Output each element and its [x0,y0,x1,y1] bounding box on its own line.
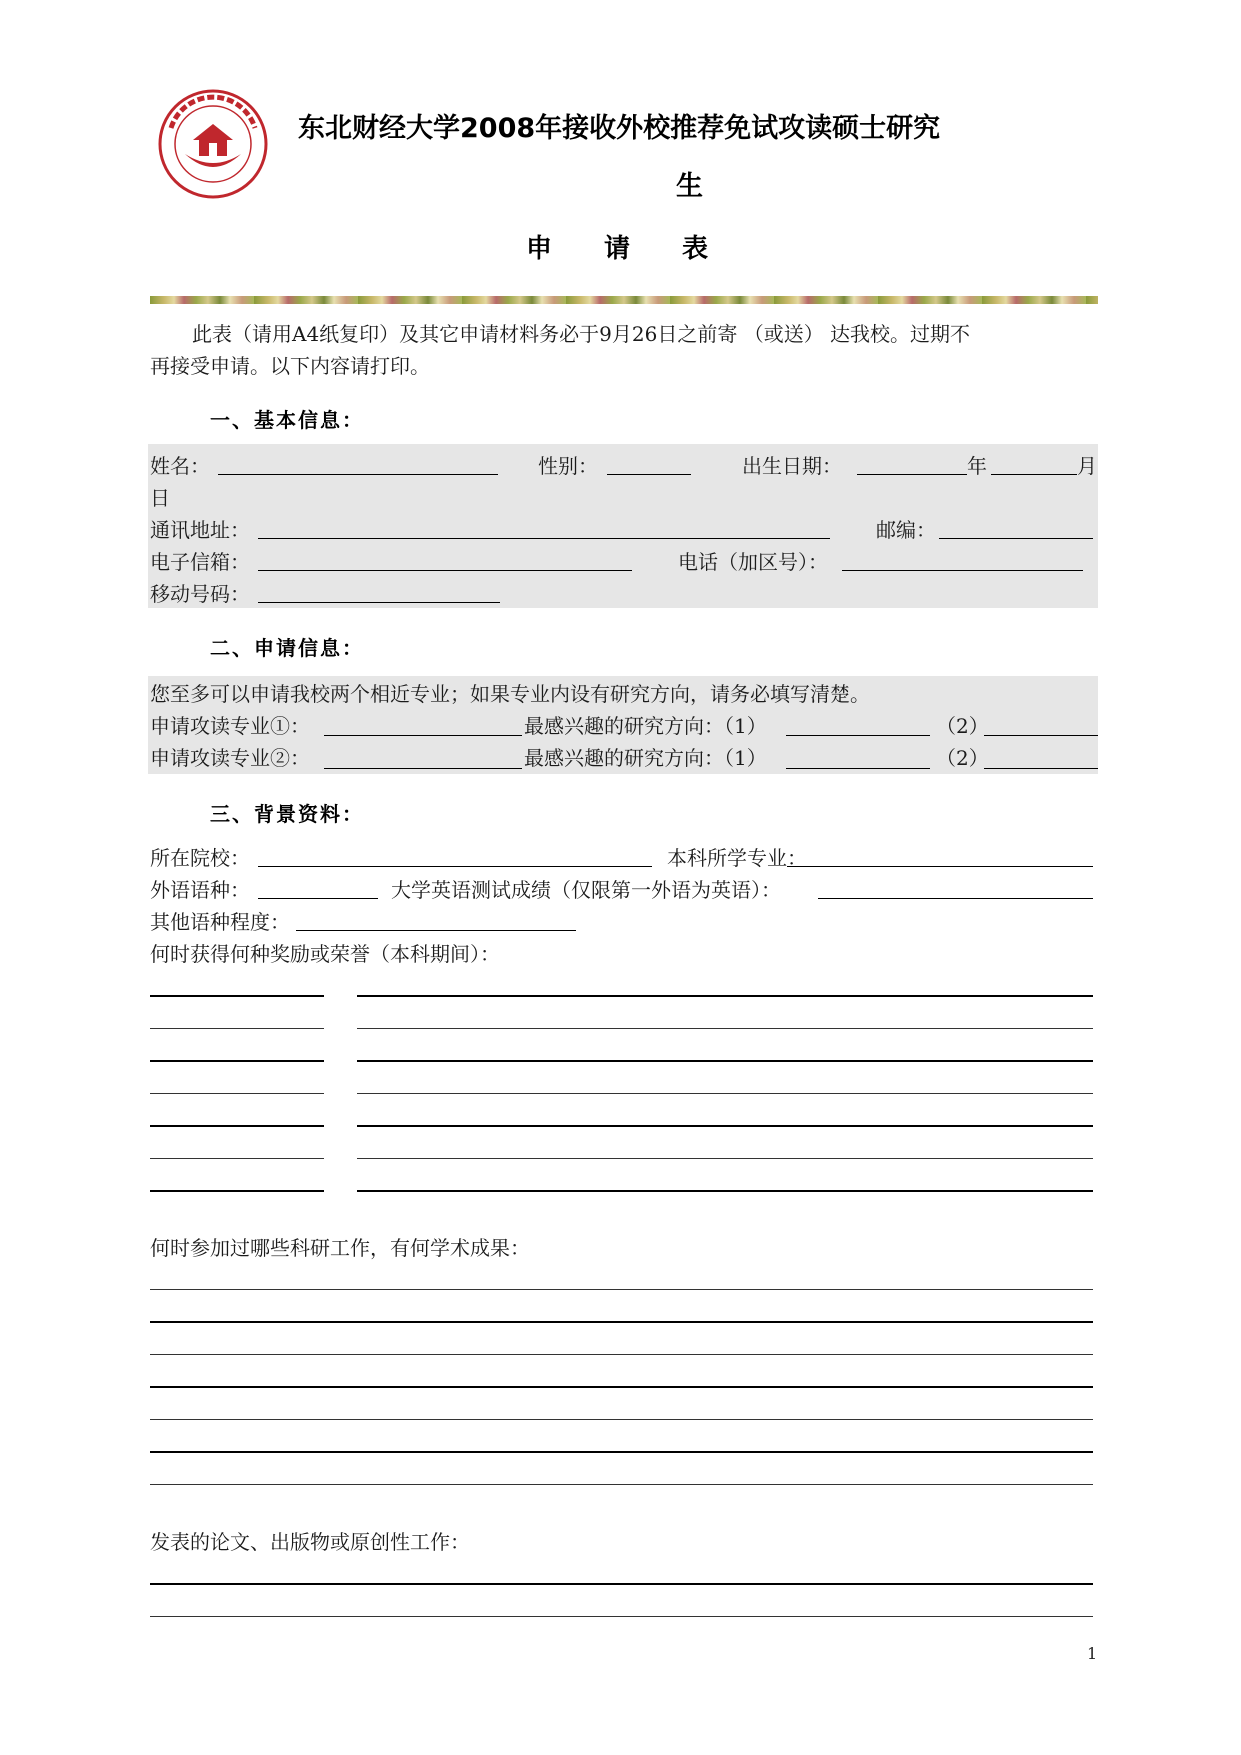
intro-text-line2: 再接受申请。以下内容请打印。 [150,354,430,378]
award-date-line[interactable] [150,1060,324,1062]
major2-direction-label: 最感兴趣的研究方向：（1） [524,746,767,770]
research-line[interactable] [150,1321,1093,1323]
research-line[interactable] [150,1451,1093,1453]
document-title: 东北财经大学2008年接收外校推荐免试攻读硕士研究 [298,113,941,144]
award-date-line[interactable] [150,1125,324,1127]
page-number: 1 [1087,1644,1098,1663]
address-label: 通讯地址： [150,518,250,542]
basic-info-block [148,444,1098,608]
gender-label: 性别： [538,454,598,478]
research-line[interactable] [150,1354,1093,1355]
document-title-continued: 生 [676,171,703,202]
award-date-line[interactable] [150,1028,324,1029]
award-detail-line[interactable] [357,1125,1093,1127]
award-date-line[interactable] [150,995,324,997]
award-date-line[interactable] [150,1190,324,1192]
email-label: 电子信箱： [150,550,250,574]
year-label: 年 [967,454,987,478]
other-language-field[interactable] [296,930,576,931]
research-line[interactable] [150,1419,1093,1420]
birth-date-label: 出生日期： [742,454,842,478]
email-field[interactable] [258,570,632,571]
birth-year-field[interactable] [857,474,967,475]
form-subtitle: 申 请 表 [526,234,709,264]
month-label: 月 [1077,454,1097,478]
major1-direction2-field[interactable] [984,735,1098,736]
school-label: 所在院校： [150,846,250,870]
address-field[interactable] [258,538,830,539]
cet-score-label: 大学英语测试成绩（仅限第一外语为英语）： [391,878,781,902]
phone-field[interactable] [842,570,1083,571]
major1-direction-label: 最感兴趣的研究方向：（1） [524,714,767,738]
intro-text-line1: 此表（请用A4纸复印）及其它申请材料务必于9月26日之前寄 （或送） 达我校。过期不 [192,322,971,346]
award-date-line[interactable] [150,1158,324,1159]
birth-month-field[interactable] [991,474,1077,475]
undergrad-major-field[interactable] [787,866,1093,867]
major1-label: 申请攻读专业①： [150,714,310,738]
major2-direction2-field[interactable] [984,768,1098,769]
postcode-field[interactable] [939,538,1093,539]
papers-line[interactable] [150,1616,1093,1617]
major2-direction1-field[interactable] [786,768,930,769]
major1-direction1-field[interactable] [786,735,930,736]
school-field[interactable] [258,866,652,867]
award-date-line[interactable] [150,1093,324,1094]
cet-score-field[interactable] [818,898,1093,899]
papers-line[interactable] [150,1583,1093,1585]
award-detail-line[interactable] [357,1158,1093,1159]
undergrad-major-label: 本科所学专业： [667,846,807,870]
application-note: 您至多可以申请我校两个相近专业；如果专业内设有研究方向，请务必填写清楚。 [150,682,870,706]
award-detail-line[interactable] [357,995,1093,997]
phone-label: 电话（加区号）： [678,550,828,574]
award-detail-line[interactable] [357,1060,1093,1062]
day-label: 日 [150,486,170,510]
papers-label: 发表的论文、出版物或原创性工作： [150,1530,470,1554]
major1-field[interactable] [324,735,522,736]
research-line[interactable] [150,1484,1093,1485]
section-heading-background: 三、背景资料： [210,802,364,826]
research-line[interactable] [150,1289,1093,1290]
foreign-language-label: 外语语种： [150,878,250,902]
name-label: 姓名： [150,454,210,478]
major2-direction2-label: （2） [936,746,989,770]
section-heading-basic-info: 一、基本信息： [210,408,364,432]
award-detail-line[interactable] [357,1028,1093,1029]
gender-field[interactable] [607,474,691,475]
award-detail-line[interactable] [357,1190,1093,1192]
research-line[interactable] [150,1386,1093,1388]
research-label: 何时参加过哪些科研工作，有何学术成果： [150,1236,530,1260]
postcode-label: 邮编： [876,518,936,542]
major2-field[interactable] [324,768,522,769]
university-seal-icon [157,88,269,200]
section-heading-application-info: 二、申请信息： [210,636,364,660]
mobile-field[interactable] [258,602,500,603]
major2-label: 申请攻读专业②： [150,746,310,770]
major1-direction2-label: （2） [936,714,989,738]
mobile-label: 移动号码： [150,582,250,606]
foreign-language-field[interactable] [258,898,378,899]
awards-label: 何时获得何种奖励或荣誉（本科期间）： [150,942,500,966]
name-field[interactable] [218,474,498,475]
decorative-divider [150,296,1098,304]
other-language-label: 其他语种程度： [150,910,290,934]
award-detail-line[interactable] [357,1093,1093,1094]
